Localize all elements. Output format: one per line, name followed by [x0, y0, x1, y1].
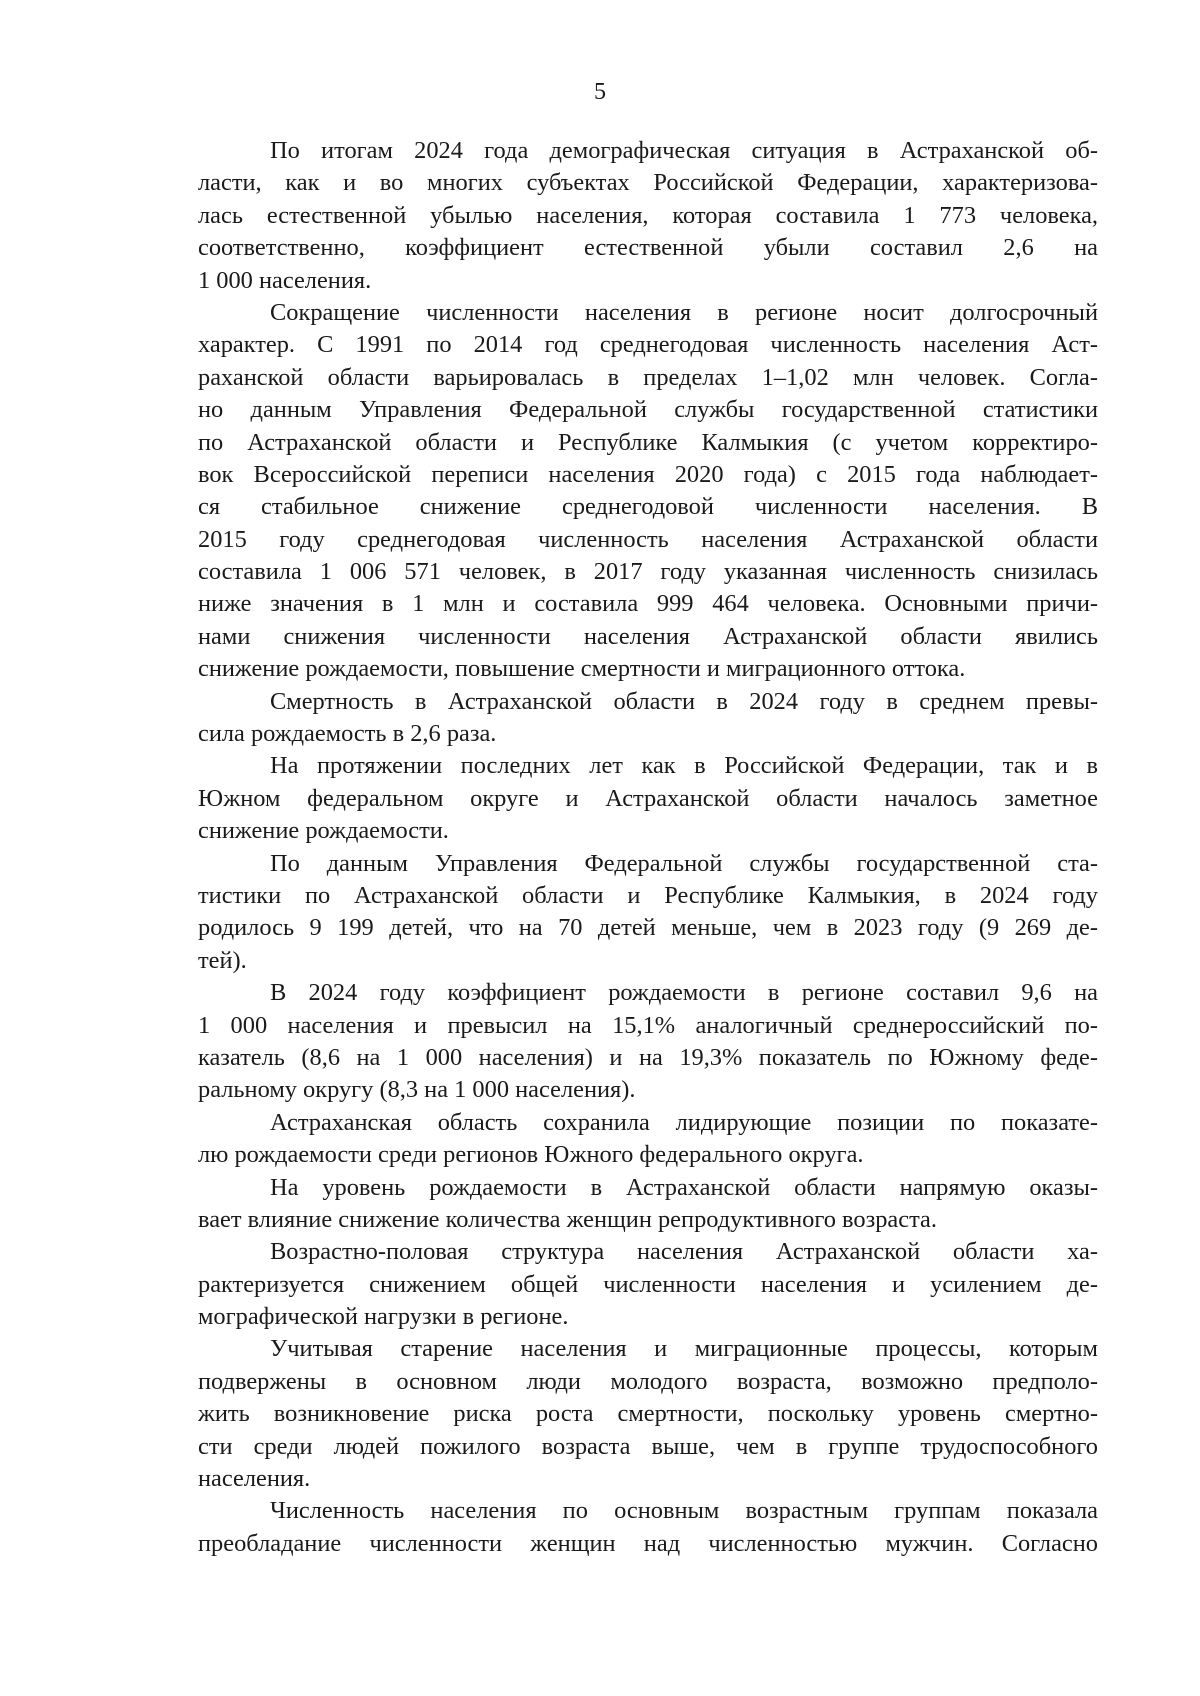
text-line: рактеризуется снижением общей численности населения и усилением де-: [198, 1270, 1098, 1298]
text-line: раханской области варьировалась в пределах 1–1,02 млн человек. Согла-: [198, 363, 1098, 391]
text-line: характер. С 1991 по 2014 год среднегодовая численность населения Аст-: [198, 331, 1098, 359]
paragraph: [198, 135, 1098, 297]
text-line: снижение рождаемости, повышение смертности и миграционного оттока.: [198, 655, 966, 683]
text-line: тей).: [198, 946, 247, 974]
text-line: составила 1 006 571 человек, в 2017 году указанная численность снизилась: [198, 558, 1098, 586]
paragraph: [198, 1333, 1098, 1495]
text-line: сти среди людей пожилого возраста выше, чем в группе трудоспособного: [198, 1432, 1098, 1460]
text-line: родилось 9 199 детей, что на 70 детей меньше, чем в 2023 году (9 269 де-: [198, 914, 1098, 942]
text-line: По данным Управления Федеральной службы государственной ста-: [270, 849, 1098, 877]
page-number: 5: [594, 79, 606, 105]
text-line: 1 000 населения и превысил на 15,1% аналогичный среднероссийский по-: [198, 1011, 1098, 1039]
text-line: лась естественной убылью населения, которая составила 1 773 человека,: [198, 201, 1098, 229]
text-line: сила рождаемость в 2,6 раза.: [198, 720, 497, 748]
text-line: ласти, как и во многих субъектах Российской Федерации, характеризова-: [198, 169, 1098, 197]
text-line: Численность населения по основным возрастным группам показала: [270, 1497, 1098, 1525]
paragraph: [198, 297, 1098, 686]
text-line: но данным Управления Федеральной службы государственной статистики: [198, 396, 1098, 424]
text-line: жить возникновение риска роста смертности, поскольку уровень смертно-: [198, 1400, 1098, 1428]
paragraph: [198, 750, 1098, 847]
text-line: преобладание численности женщин над численностью мужчин. Согласно: [198, 1529, 1098, 1557]
paragraph: [198, 977, 1098, 1107]
text-line: Возрастно-половая структура населения Астраханской области ха-: [270, 1238, 1098, 1266]
text-line: подвержены в основном люди молодого возраста, возможно предполо-: [198, 1367, 1098, 1395]
paragraph: [198, 1495, 1098, 1560]
document-body: [198, 135, 1098, 1560]
text-line: мографической нагрузки в регионе.: [198, 1303, 569, 1331]
text-line: ся стабильное снижение среднегодовой численности населения. В: [198, 493, 1098, 521]
text-line: На протяжении последних лет как в Российской Федерации, так и в: [270, 752, 1098, 780]
text-line: 2015 году среднегодовая численность населения Астраханской области: [198, 525, 1098, 553]
text-line: по Астраханской области и Республике Калмыкия (с учетом корректиро-: [198, 428, 1098, 456]
text-line: 1 000 населения.: [198, 266, 372, 294]
text-line: лю рождаемости среди регионов Южного федерального округа.: [198, 1141, 864, 1169]
paragraph: [198, 848, 1098, 978]
paragraph: [198, 686, 1098, 751]
text-line: Учитывая старение населения и миграционные процессы, которым: [270, 1335, 1098, 1363]
text-line: ральному округу (8,3 на 1 000 населения).: [198, 1076, 636, 1104]
text-line: Южном федеральном округе и Астраханской области началось заметное: [198, 784, 1098, 812]
paragraph: [198, 1107, 1098, 1172]
text-line: Смертность в Астраханской области в 2024 году в среднем превы-: [270, 687, 1098, 715]
text-line: населения.: [198, 1465, 311, 1493]
paragraph: [198, 1236, 1098, 1333]
text-line: вок Всероссийской переписи населения 2020 года) с 2015 года наблюдает-: [198, 460, 1098, 488]
text-line: ниже значения в 1 млн и составила 999 464 человека. Основными причи-: [198, 590, 1098, 618]
text-line: В 2024 году коэффициент рождаемости в регионе составил 9,6 на: [270, 979, 1098, 1007]
paragraph: [198, 1172, 1098, 1237]
text-line: нами снижения численности населения Астраханской области явились: [198, 622, 1098, 650]
text-line: Сокращение численности населения в регионе носит долгосрочный: [270, 298, 1098, 326]
text-line: Астраханская область сохранила лидирующие позиции по показате-: [270, 1108, 1098, 1136]
text-line: снижение рождаемости.: [198, 817, 449, 845]
text-line: По итогам 2024 года демографическая ситуация в Астраханской об-: [270, 137, 1098, 164]
text-line: На уровень рождаемости в Астраханской области напрямую оказы-: [270, 1173, 1098, 1201]
text-line: тистики по Астраханской области и Республике Калмыкия, в 2024 году: [198, 881, 1098, 909]
text-line: казатель (8,6 на 1 000 населения) и на 19,3% показатель по Южному феде-: [198, 1043, 1098, 1071]
text-line: вает влияние снижение количества женщин репродуктивного возраста.: [198, 1205, 937, 1233]
text-line: соответственно, коэффициент естественной убыли составил 2,6 на: [198, 234, 1098, 262]
